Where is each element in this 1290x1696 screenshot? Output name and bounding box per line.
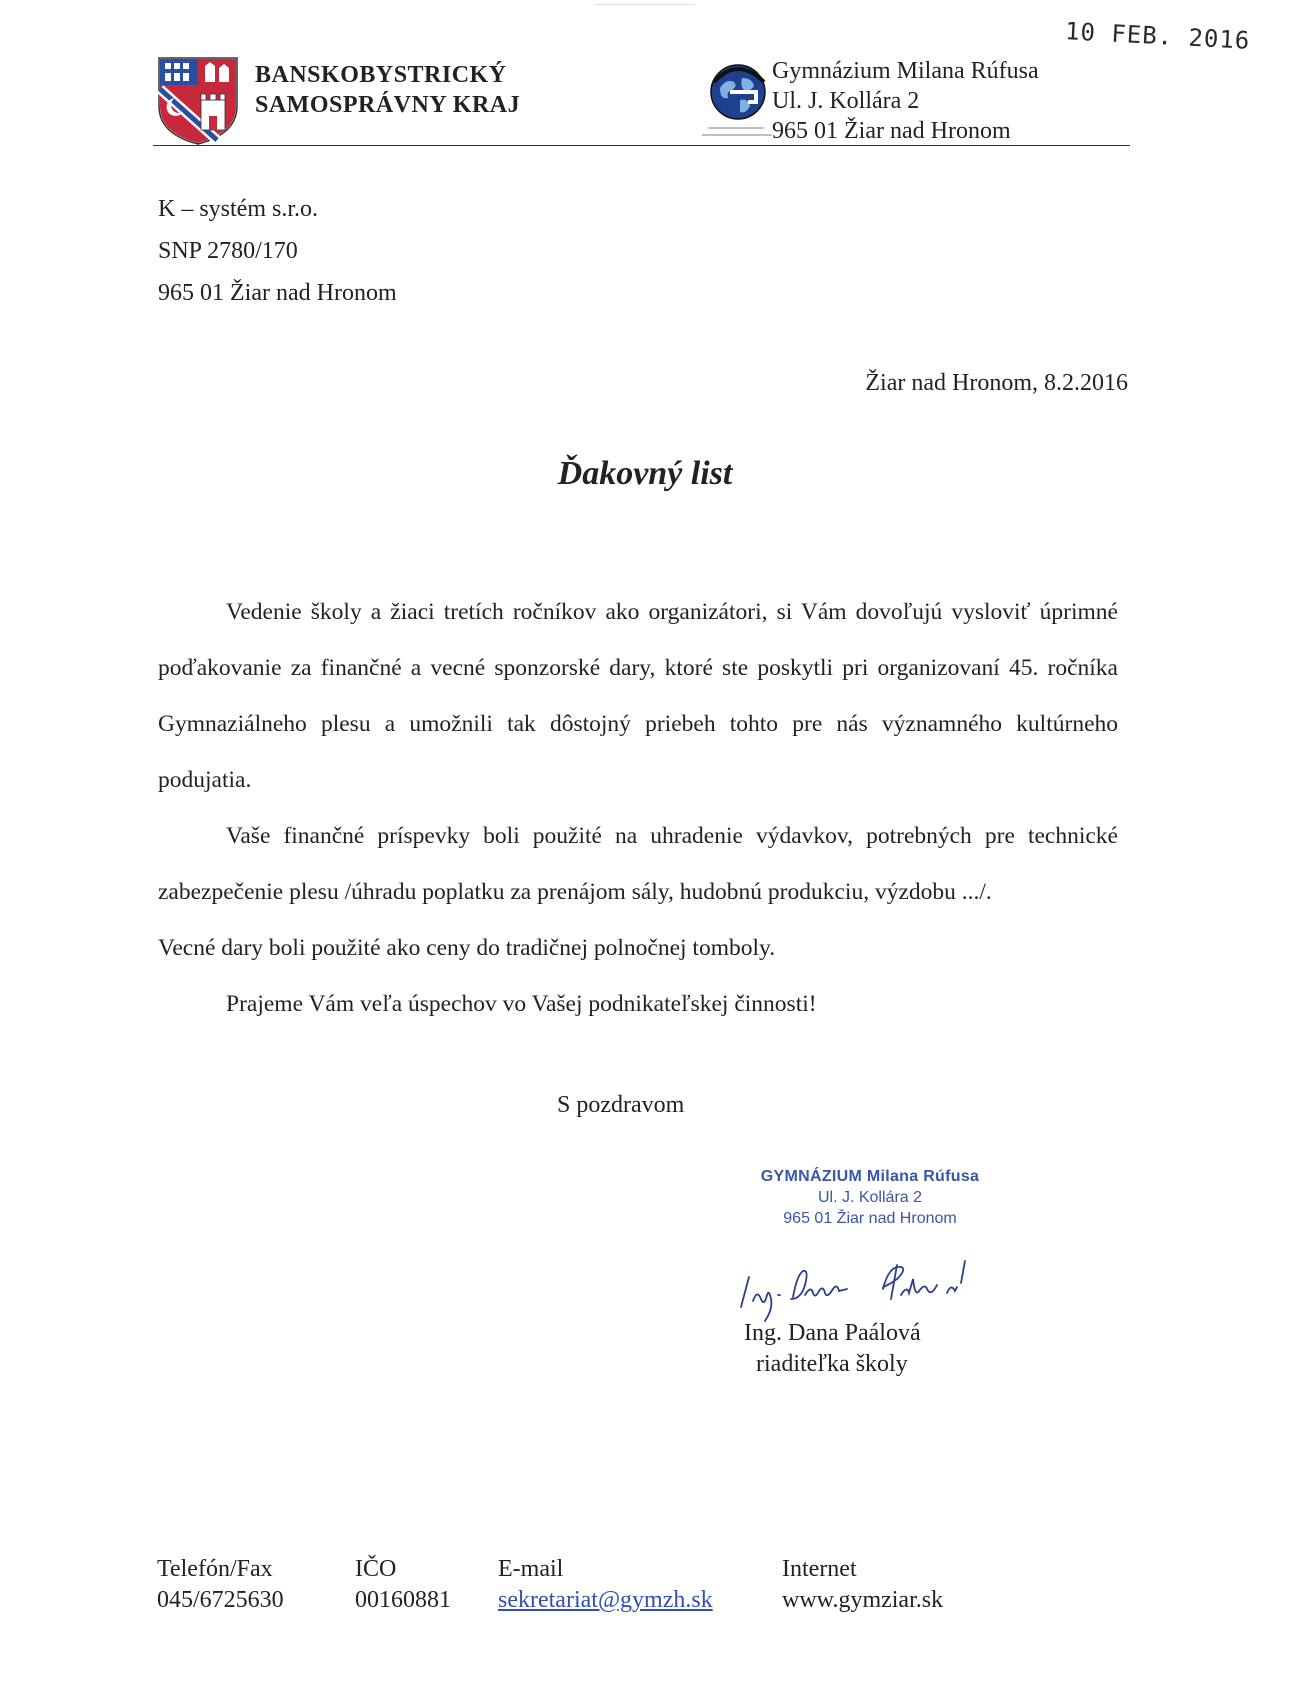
closing-salutation: S pozdravom [557, 1092, 685, 1118]
region-name-line-2: SAMOSPRÁVNY KRAJ [255, 92, 521, 118]
signer-role: riaditeľka školy [756, 1351, 908, 1377]
school-city: 965 01 Žiar nad Hronom [772, 118, 1011, 144]
letter-title: Ďakovný list [557, 455, 733, 492]
body-paragraph-1: Vedenie školy a žiaci tretích ročníkov ako organizátori, si Vám dovoľujú vysloviť úprimné poďakovanie za finančné a vecné sponzorské dary, ktoré ste poskytli pri organizovaní 45. ročníka Gymnaziálneho plesu a umožnili tak dôstojný priebeh tohto pre nás významného kultúrneho podujatia. [158, 599, 1118, 793]
footer-phone-value: 045/6725630 [157, 1587, 284, 1613]
recipient-company: K – systém s.r.o. [158, 196, 319, 222]
stamp-city: 965 01 Žiar nad Hronom [783, 1210, 957, 1227]
footer-ico [355, 1554, 451, 1616]
footer-ico-label: IČO [355, 1556, 397, 1582]
stamp-school-name: GYMNÁZIUM Milana Rúfusa [760, 1168, 980, 1185]
school-name: Gymnázium Milana Rúfusa [772, 58, 1039, 84]
letter-date: Žiar nad Hronom, 8.2.2016 [865, 370, 1128, 396]
body-paragraph-3: Vecné dary boli použité ako ceny do tradičnej polnočnej tomboly. [158, 935, 776, 961]
signer-name: Ing. Dana Paálová [744, 1320, 921, 1346]
footer-email-label: E-mail [498, 1556, 564, 1582]
official-school-stamp [740, 1166, 1000, 1229]
signer-block [744, 1318, 921, 1380]
footer-email-link[interactable]: sekretariat@gymzh.sk [498, 1587, 713, 1613]
received-date-stamp: 10 FEB. 2016 [1064, 17, 1251, 55]
footer-phone [157, 1554, 284, 1616]
school-address [772, 56, 1039, 146]
footer-web-label: Internet [782, 1556, 857, 1582]
body-paragraph-2: Vaše finančné príspevky boli použité na uhradenie výdavkov, potrebných pre technické zabezpečenie plesu /úhradu poplatku za prenájom sály, hudobnú produkciu, výzdobu .../. [158, 823, 1118, 905]
header-divider [153, 145, 1130, 146]
region-name [255, 60, 520, 120]
recipient-street: SNP 2780/170 [158, 238, 298, 264]
region-name-line-1: BANSKOBYSTRICKÝ [255, 62, 507, 88]
footer-ico-value: 00160881 [355, 1587, 451, 1613]
school-logo-icon [700, 58, 782, 140]
body-paragraph-4: Prajeme Vám veľa úspechov vo Vašej podnikateľskej činnosti! [226, 991, 817, 1017]
recipient-city: 965 01 Žiar nad Hronom [158, 280, 397, 306]
handwritten-signature [733, 1255, 978, 1325]
footer-phone-label: Telefón/Fax [157, 1556, 273, 1582]
stamp-street: Ul. J. Kollára 2 [817, 1189, 923, 1206]
footer-web [782, 1554, 943, 1616]
region-crest-icon [157, 56, 239, 146]
footer-web-value: www.gymziar.sk [782, 1587, 944, 1613]
scan-edge-mark [595, 4, 695, 5]
footer-email [498, 1554, 713, 1616]
school-street: Ul. J. Kollára 2 [772, 88, 920, 114]
letter-body [158, 584, 1118, 1032]
recipient-address [158, 188, 397, 314]
